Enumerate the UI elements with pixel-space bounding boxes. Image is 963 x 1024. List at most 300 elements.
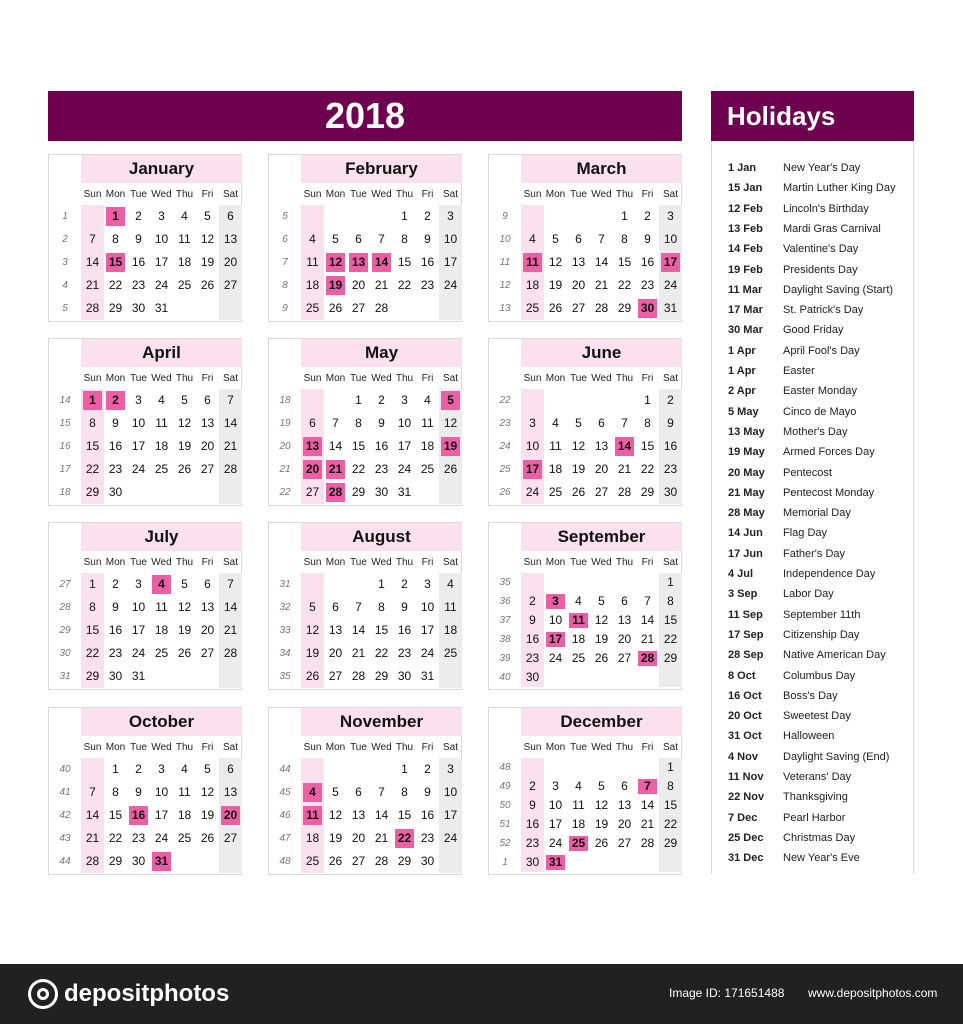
day-number: 20	[617, 817, 632, 831]
week-number: 24	[499, 441, 511, 452]
weekday-label: Sun	[523, 557, 542, 568]
day-number: 6	[575, 232, 582, 246]
day-number: 18	[305, 831, 320, 845]
day-number: 31	[154, 301, 169, 315]
day-number: 30	[525, 855, 540, 869]
day-cell	[219, 758, 242, 781]
day-cell	[590, 796, 613, 815]
day-number: 30	[131, 301, 146, 315]
day-cell	[567, 777, 590, 796]
weekday-label: Wed	[591, 742, 612, 753]
day-cell	[416, 573, 439, 596]
week-number: 6	[282, 234, 288, 245]
day-number: 21	[617, 462, 632, 476]
holiday-name: Boss's Day	[783, 689, 838, 702]
day-number: 22	[640, 462, 655, 476]
day-number: 16	[640, 255, 655, 269]
weekday-label: Thu	[615, 557, 634, 568]
day-cell	[439, 389, 462, 412]
holidays-list	[711, 141, 914, 874]
month-october	[48, 707, 242, 875]
day-number: 22	[663, 632, 678, 646]
day-number: 25	[305, 854, 320, 868]
day-number: 12	[443, 416, 458, 430]
holiday-row	[712, 465, 915, 481]
week-number: 5	[282, 211, 288, 222]
day-number: 15	[663, 613, 678, 627]
empty-cell	[324, 758, 347, 781]
day-number: 10	[443, 232, 458, 246]
day-number: 29	[617, 301, 632, 315]
day-number: 7	[621, 416, 628, 430]
day-number: 25	[571, 651, 586, 665]
week-number: 26	[499, 487, 511, 498]
day-number: 3	[447, 209, 454, 223]
empty-cell	[150, 481, 173, 504]
day-number: 25	[420, 462, 435, 476]
weekday-label: Mon	[325, 189, 346, 200]
day-number: 25	[177, 831, 192, 845]
holiday-date: 19 May	[728, 446, 765, 459]
holiday-row	[712, 708, 915, 724]
empty-cell	[567, 389, 590, 412]
day-cell	[521, 592, 544, 611]
day-number: 7	[89, 785, 96, 799]
day-number: 20	[305, 462, 320, 476]
day-number: 17	[548, 632, 563, 646]
day-number: 25	[177, 278, 192, 292]
day-number: 18	[177, 255, 192, 269]
holiday-row	[712, 546, 915, 562]
day-cell	[439, 758, 462, 781]
month-june	[488, 338, 682, 506]
year-title: 2018	[48, 91, 682, 141]
week-number: 38	[499, 634, 511, 645]
day-number: 10	[663, 232, 678, 246]
weekday-label: Fri	[201, 373, 214, 384]
day-number: 7	[644, 594, 651, 608]
day-number: 29	[351, 485, 366, 499]
weekday-label: Wed	[151, 373, 172, 384]
empty-cell	[521, 573, 544, 592]
empty-cell	[81, 758, 104, 781]
holiday-date: 22 Nov	[728, 791, 765, 804]
day-cell	[521, 796, 544, 815]
day-cell	[324, 251, 347, 274]
empty-cell	[659, 668, 682, 687]
site-url[interactable]: www.depositphotos.com	[808, 986, 938, 1000]
weekday-header	[81, 368, 242, 389]
week-number: 45	[279, 787, 291, 798]
day-cell	[393, 435, 416, 458]
day-cell	[196, 758, 219, 781]
day-cell	[567, 630, 590, 649]
empty-cell	[544, 758, 567, 777]
week-number: 44	[59, 856, 71, 867]
day-number: 12	[177, 416, 192, 430]
day-number: 3	[447, 762, 454, 776]
day-number: 3	[529, 416, 536, 430]
day-number: 9	[529, 798, 536, 812]
day-number: 24	[131, 462, 146, 476]
day-cell	[636, 777, 659, 796]
holiday-row	[712, 424, 915, 440]
day-number: 3	[552, 779, 559, 793]
day-number: 17	[548, 817, 563, 831]
day-number: 14	[640, 798, 655, 812]
day-number: 6	[332, 600, 339, 614]
weekday-label: Thu	[615, 742, 634, 753]
day-cell	[393, 804, 416, 827]
week-number: 35	[279, 671, 291, 682]
weekday-label: Thu	[615, 189, 634, 200]
day-cell	[636, 592, 659, 611]
day-cell	[567, 611, 590, 630]
empty-cell	[590, 389, 613, 412]
day-cell	[196, 619, 219, 642]
day-number: 9	[424, 232, 431, 246]
weekday-label: Tue	[130, 557, 147, 568]
weekday-label: Sat	[222, 373, 238, 384]
day-number: 23	[420, 278, 435, 292]
depositphotos-logo[interactable]	[28, 978, 229, 1010]
day-number: 6	[204, 393, 211, 407]
weekday-label: Sat	[442, 189, 458, 200]
day-cell	[393, 781, 416, 804]
day-number: 19	[328, 831, 343, 845]
day-cell	[127, 297, 150, 320]
weekday-label: Mon	[545, 742, 566, 753]
day-number: 18	[177, 808, 192, 822]
holiday-name: Flag Day	[783, 527, 828, 540]
week-number: 9	[282, 303, 288, 314]
empty-cell	[219, 297, 242, 320]
day-number: 19	[443, 439, 458, 453]
day-number: 24	[154, 831, 169, 845]
week-number: 35	[499, 577, 511, 588]
empty-cell	[590, 758, 613, 777]
day-cell	[81, 827, 104, 850]
day-number: 30	[640, 301, 655, 315]
day-number: 3	[552, 594, 559, 608]
day-number: 3	[135, 577, 142, 591]
day-number: 27	[594, 485, 609, 499]
day-number: 2	[667, 393, 674, 407]
day-cell	[567, 274, 590, 297]
day-number: 16	[374, 439, 389, 453]
holiday-row	[712, 180, 915, 196]
day-cell	[347, 850, 370, 873]
camera-aperture-icon	[28, 979, 58, 1009]
week-number: 2	[62, 234, 68, 245]
day-cell	[150, 827, 173, 850]
empty-cell	[439, 297, 462, 320]
day-cell	[370, 251, 393, 274]
day-cell	[613, 834, 636, 853]
holiday-date: 28 Sep	[728, 649, 764, 662]
day-cell	[370, 435, 393, 458]
day-number: 24	[443, 278, 458, 292]
day-cell	[150, 228, 173, 251]
empty-cell	[324, 205, 347, 228]
empty-cell	[590, 573, 613, 592]
day-number: 1	[621, 209, 628, 223]
day-cell	[567, 481, 590, 504]
day-number: 26	[200, 278, 215, 292]
day-cell	[659, 228, 682, 251]
day-number: 27	[328, 669, 343, 683]
day-cell	[81, 228, 104, 251]
day-number: 6	[621, 594, 628, 608]
day-cell	[196, 228, 219, 251]
day-cell	[567, 435, 590, 458]
day-cell	[521, 777, 544, 796]
holiday-row	[712, 830, 915, 846]
day-number: 26	[177, 462, 192, 476]
weekday-label: Tue	[130, 373, 147, 384]
weekday-label: Fri	[201, 189, 214, 200]
day-cell	[613, 435, 636, 458]
day-cell	[590, 649, 613, 668]
holiday-row	[712, 160, 915, 176]
holiday-date: 1 Apr	[728, 344, 756, 357]
day-number: 27	[617, 836, 632, 850]
holiday-row	[712, 343, 915, 359]
day-number: 9	[644, 232, 651, 246]
day-number: 7	[598, 232, 605, 246]
day-number: 3	[401, 393, 408, 407]
day-number: 4	[181, 209, 188, 223]
holiday-row	[712, 525, 915, 541]
day-number: 13	[223, 785, 238, 799]
day-cell	[636, 649, 659, 668]
day-number: 12	[305, 623, 320, 637]
day-number: 16	[397, 623, 412, 637]
empty-cell	[567, 668, 590, 687]
day-number: 6	[621, 779, 628, 793]
day-number: 4	[447, 577, 454, 591]
day-number: 25	[443, 646, 458, 660]
day-cell	[521, 228, 544, 251]
month-name: April	[81, 339, 242, 367]
day-number: 5	[332, 785, 339, 799]
holiday-name: Father's Day	[783, 547, 846, 560]
day-cell	[590, 834, 613, 853]
day-number: 18	[154, 439, 169, 453]
weekday-header	[521, 737, 682, 758]
day-cell	[567, 297, 590, 320]
day-number: 6	[204, 577, 211, 591]
day-cell	[104, 573, 127, 596]
day-number: 8	[112, 232, 119, 246]
day-number: 5	[552, 232, 559, 246]
holiday-date: 16 Oct	[728, 689, 762, 702]
day-number: 27	[200, 646, 215, 660]
day-number: 1	[89, 577, 96, 591]
weekday-label: Mon	[545, 373, 566, 384]
day-number: 11	[549, 439, 562, 453]
day-number: 9	[378, 416, 385, 430]
holiday-name: Daylight Saving (End)	[783, 750, 890, 763]
day-cell	[659, 458, 682, 481]
week-number: 28	[59, 602, 71, 613]
week-number: 22	[499, 395, 511, 406]
day-number: 2	[424, 762, 431, 776]
day-number: 5	[447, 393, 454, 407]
holiday-date: 13 May	[728, 425, 765, 438]
empty-cell	[347, 758, 370, 781]
day-cell	[81, 804, 104, 827]
day-number: 12	[200, 785, 215, 799]
day-cell	[127, 573, 150, 596]
day-cell	[393, 251, 416, 274]
day-cell	[219, 781, 242, 804]
holiday-name: Halloween	[783, 730, 835, 743]
day-number: 27	[223, 831, 238, 845]
empty-cell	[567, 205, 590, 228]
empty-cell	[521, 205, 544, 228]
day-number: 7	[89, 232, 96, 246]
holiday-name: Cinco de Mayo	[783, 405, 857, 418]
day-cell	[636, 251, 659, 274]
day-cell	[219, 412, 242, 435]
day-cell	[324, 619, 347, 642]
week-number: 4	[62, 280, 68, 291]
day-cell	[590, 458, 613, 481]
day-cell	[173, 458, 196, 481]
day-number: 5	[575, 416, 582, 430]
holiday-row	[712, 262, 915, 278]
day-cell	[104, 228, 127, 251]
weekday-label: Wed	[591, 373, 612, 384]
day-number: 9	[112, 600, 119, 614]
holiday-date: 31 Dec	[728, 852, 764, 865]
day-number: 10	[548, 613, 563, 627]
empty-cell	[590, 853, 613, 872]
day-number: 15	[374, 623, 389, 637]
day-number: 8	[621, 232, 628, 246]
empty-cell	[301, 205, 324, 228]
week-number: 36	[499, 596, 511, 607]
day-cell	[219, 435, 242, 458]
day-cell	[301, 619, 324, 642]
day-cell	[324, 850, 347, 873]
day-number: 22	[85, 462, 100, 476]
weekday-label: Tue	[570, 742, 587, 753]
day-number: 21	[640, 817, 655, 831]
day-number: 28	[351, 669, 366, 683]
day-cell	[613, 205, 636, 228]
day-cell	[416, 665, 439, 688]
day-number: 2	[112, 577, 119, 591]
day-cell	[219, 251, 242, 274]
weekday-label: Sun	[303, 189, 322, 200]
month-september	[488, 522, 682, 690]
day-number: 20	[571, 278, 586, 292]
day-number: 3	[424, 577, 431, 591]
day-cell	[659, 389, 682, 412]
day-cell	[370, 458, 393, 481]
day-number: 9	[135, 232, 142, 246]
day-cell	[150, 251, 173, 274]
day-number: 21	[223, 623, 238, 637]
day-number: 13	[351, 808, 366, 822]
day-cell	[659, 630, 682, 649]
day-number: 21	[351, 646, 366, 660]
day-cell	[636, 481, 659, 504]
empty-cell	[567, 853, 590, 872]
day-number: 17	[443, 255, 458, 269]
weekday-label: Tue	[130, 189, 147, 200]
day-cell	[173, 804, 196, 827]
weekday-label: Thu	[615, 373, 634, 384]
day-cell	[324, 665, 347, 688]
day-cell	[521, 251, 544, 274]
day-cell	[347, 458, 370, 481]
day-number: 12	[328, 808, 343, 822]
month-name: November	[301, 708, 462, 736]
day-number: 21	[594, 278, 609, 292]
day-number: 19	[305, 646, 320, 660]
day-number: 23	[131, 831, 146, 845]
day-number: 23	[108, 646, 123, 660]
day-cell	[613, 251, 636, 274]
day-number: 24	[525, 485, 540, 499]
holiday-date: 17 Jun	[728, 547, 763, 560]
day-number: 9	[529, 613, 536, 627]
day-number: 29	[374, 669, 389, 683]
day-cell	[416, 596, 439, 619]
day-cell	[173, 389, 196, 412]
weekday-label: Sat	[662, 557, 678, 568]
day-number: 22	[108, 278, 123, 292]
day-number: 29	[640, 485, 655, 499]
day-number: 11	[421, 416, 434, 430]
holiday-row	[712, 647, 915, 663]
holiday-name: Veterans' Day	[783, 771, 852, 783]
day-number: 13	[571, 255, 586, 269]
day-number: 29	[108, 854, 123, 868]
day-cell	[150, 205, 173, 228]
day-number: 11	[178, 232, 191, 246]
week-number: 33	[279, 625, 291, 636]
day-cell	[416, 205, 439, 228]
day-cell	[219, 642, 242, 665]
day-number: 5	[204, 209, 211, 223]
day-number: 31	[548, 855, 563, 869]
day-number: 14	[617, 439, 632, 453]
day-cell	[567, 649, 590, 668]
day-cell	[567, 834, 590, 853]
empty-cell	[659, 853, 682, 872]
holiday-row	[712, 302, 915, 318]
day-cell	[370, 481, 393, 504]
day-cell	[659, 777, 682, 796]
day-number: 21	[328, 462, 343, 476]
day-number: 28	[640, 651, 655, 665]
day-number: 29	[663, 651, 678, 665]
day-cell	[544, 777, 567, 796]
day-cell	[613, 630, 636, 649]
holiday-row	[712, 688, 915, 704]
week-number: 20	[279, 441, 291, 452]
day-number: 3	[158, 209, 165, 223]
week-number: 27	[59, 579, 71, 590]
holiday-date: 20 Oct	[728, 710, 762, 723]
empty-cell	[196, 297, 219, 320]
empty-cell	[416, 481, 439, 504]
weekday-label: Thu	[175, 742, 194, 753]
